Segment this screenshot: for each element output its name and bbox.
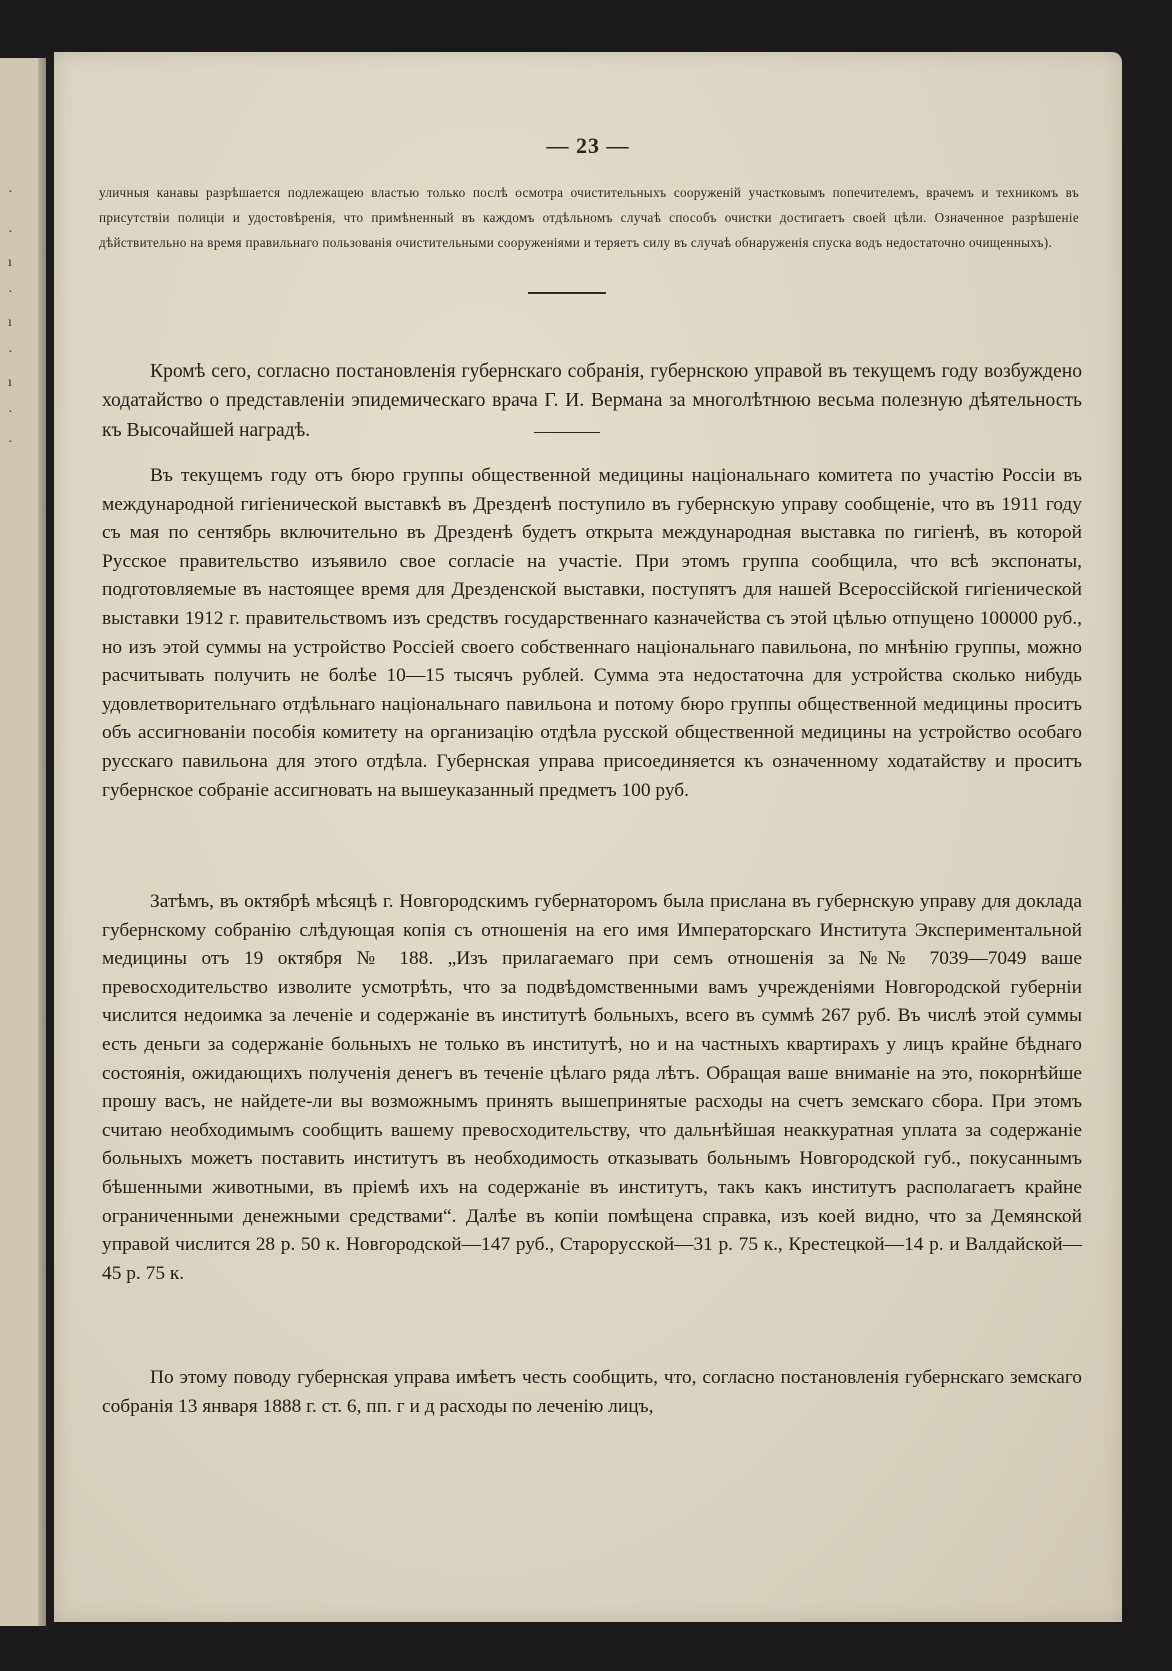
document-page [54,52,1122,1622]
edge-mark: · [8,435,13,450]
section-divider [534,432,600,433]
edge-mark: · [8,285,13,300]
footnote-text: уличныя канавы разрѣшается подлежащею властью только послѣ осмотра очистительныхъ сооруженій участковымъ попечителемъ, врачемъ и техникомъ въ присутствіи полиціи и удостовѣренія, что примѣненный въ каждомъ отдѣльномъ случаѣ способъ очистки достигаетъ своей цѣли. Означенное разрѣшеніе дѣйствительно на время правильнаго пользованія очистительными сооруженіями и теряетъ силу въ случаѣ обнаруженія спуска водъ недостаточно очищенныхъ). [99,185,1079,250]
page-gutter [38,58,46,1626]
edge-mark: · [8,185,13,200]
edge-mark: · [8,405,13,420]
edge-mark: ı [8,255,12,270]
paragraph-board-report: По этому поводу губернская управа имѣетъ честь сообщить, что, согласно постановленія губернскаго земскаго собранія 13 января 1888 г. ст. 6, пп. г и д расходы по леченію лицъ, [102,1367,1082,1417]
paragraph-institute-letter: Затѣмъ, въ октябрѣ мѣсяцѣ г. Новгородскимъ губернаторомъ была прислана въ губернскую управу для доклада губернскому собранію слѣдующая копія съ отношенія на его имя Императорскаго Института Экспериментальной медицины отъ 19 октября № 188. „Изъ прилагаемаго при семъ отношенія за №№ 7039—7049 ваше превосходительство изволите усмотрѣть, что за подвѣдомственными вамъ учрежденіями Новгородской губерніи числится недоимка за леченіе и содержаніе въ институтѣ больныхъ, всего въ суммѣ 267 руб. Въ числѣ этой суммы есть деньги за содержаніе больныхъ не только въ институтѣ, но и на частныхъ квартирахъ у лицъ крайне бѣднаго состоянія, ожидающихъ полученія денегъ въ теченіе цѣлаго ряда лѣтъ. Обращая ваше вниманіе на это, покорнѣйше прошу васъ, не найдете-ли вы возможнымъ принять вышепринятые расходы на счетъ земскаго сбора. При этомъ считаю необходимымъ сообщить вашему превосходительству, что дальнѣйшая неаккуратная уплата за содержаніе больныхъ можетъ поставить институтъ въ необходимость отказывать больнымъ Новгородской губ., покусаннымъ бѣшенными животными, въ пріемѣ ихъ на содержаніе въ институтъ, такъ какъ институтъ располагаетъ крайне ограниченными денежными средствами“. Далѣе въ копіи помѣщена справка, изъ коей видно, что за Демянской управой числится 28 р. 50 к. Новгородской—147 руб., Старорусской—31 р. 75 к., Крестецкой—14 р. и Валдайской—45 р. 75 к. [102,891,1082,1284]
section-divider [528,292,606,294]
paragraph-award-petition: Кромѣ сего, согласно постановленія губернскаго собранія, губернскою управой въ текущемъ году возбуждено ходатайство о представленіи эпидемическаго врача Г. И. Вермана за многолѣтнюю весьма полезную дѣятельность къ Высочайшей наградѣ. [102,361,1082,441]
edge-mark: ı [8,375,12,390]
page-number: — 23 — [546,133,630,158]
edge-mark: · [8,225,13,240]
edge-mark: · [8,345,13,360]
edge-mark: ı [8,315,12,330]
adjacent-page-edge [0,58,46,1626]
paragraph-dresden-exhibition: Въ текущемъ году отъ бюро группы общественной медицины національнаго комитета по участію Россіи въ международной гигіенической выставкѣ въ Дрезденѣ поступило въ губернскую управу сообщеніе, что въ 1911 году съ мая по сентябрь включительно въ Дрезденѣ будетъ открыта международная выставка по гигіенѣ, въ которой Русское правительство изъявило свое согласіе на участіе. При этомъ группа сообщила, что всѣ экспонаты, подготовляемые въ настоящее время для Дрезденской выставки, поступятъ для нашей Всероссійской гигіенической выставки 1912 г. правительствомъ изъ средствъ государственнаго казначейства съ этой цѣлью отпущено 100000 руб., но изъ этой суммы на устройство Россіей своего собственнаго національнаго павильона, по мнѣнію группы, можно расчитывать получить не болѣе 10—15 тысячъ рублей. Сумма эта недостаточна для устройства сколько нибудь удовлетворительнаго отдѣльнаго національнаго павильона и потому бюро группы общественной медицины проситъ объ ассигнованіи пособія комитету на организацію отдѣла русской общественной медицины на устройство особаго русскаго павильона для этого отдѣла. Губернская управа присоединяется къ означенному ходатайству и проситъ губернское собраніе ассигновать на вышеуказанный предметъ 100 руб. [102,465,1082,801]
